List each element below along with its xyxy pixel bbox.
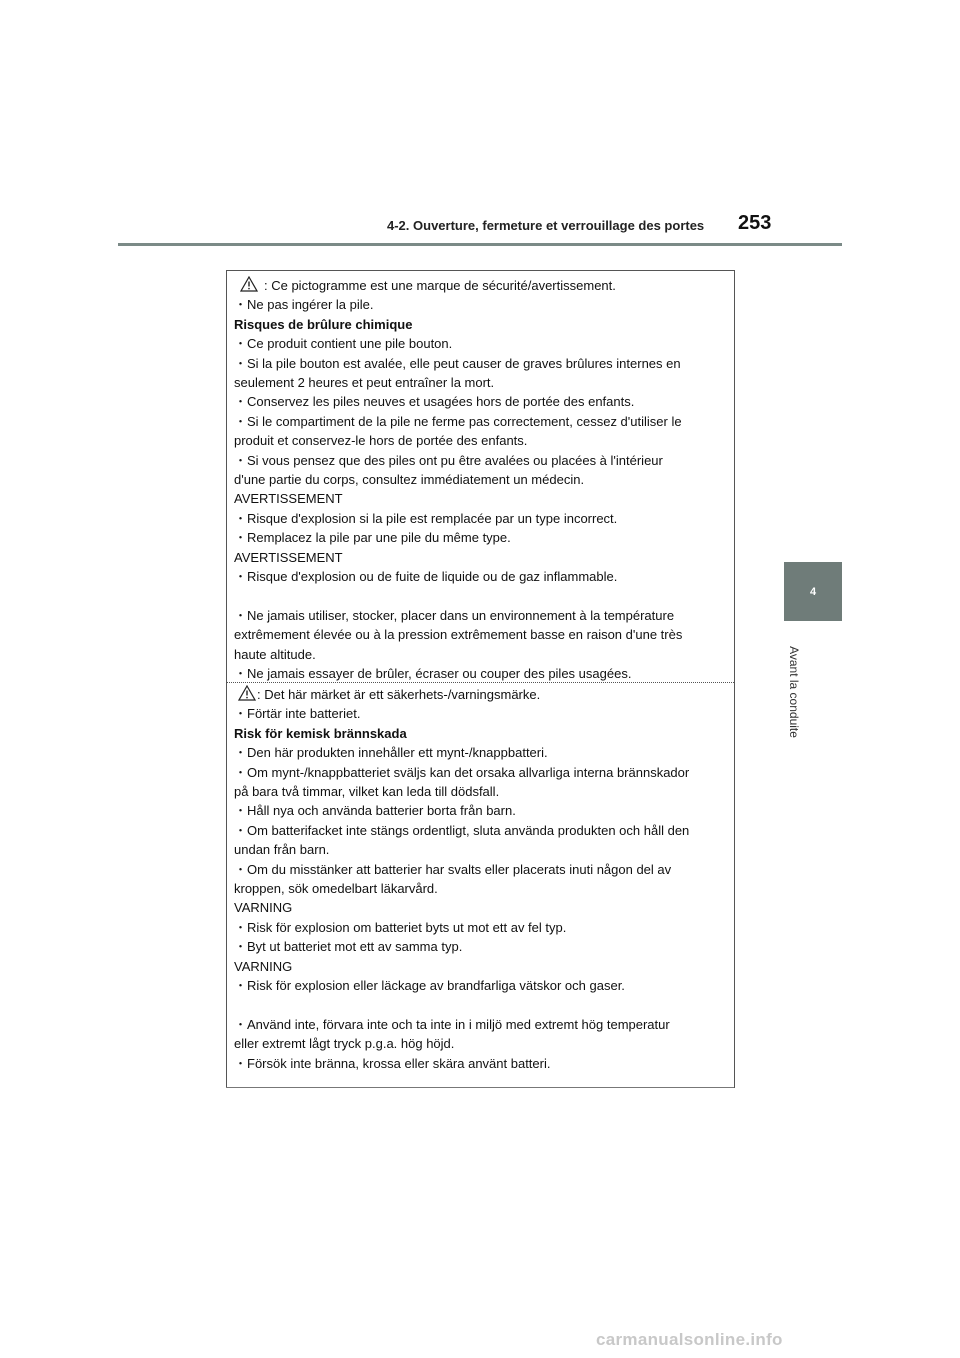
text-line: ・Om du misstänker att batterier har svalts eller placerats inuti någon del av <box>234 861 672 877</box>
text-line: ・Förtär inte batteriet. <box>234 706 361 722</box>
french-lines <box>234 295 726 683</box>
text-line: eller extremt lågt tryck p.g.a. hög höjd. <box>234 1036 455 1052</box>
chapter-title <box>752 632 836 752</box>
blank-line <box>234 996 726 1015</box>
blank-line <box>234 587 726 606</box>
chapter-tab <box>784 562 842 621</box>
text-line: ・Risque d'explosion ou de fuite de liquide ou de gaz inflammable. <box>234 569 618 585</box>
swedish-lines <box>234 704 726 1073</box>
section-title: 4-2. Ouverture, fermeture et verrouillage des portes <box>387 218 705 233</box>
text-line: ・Risk för explosion eller läckage av brandfarliga vätskor och gaser. <box>234 978 625 994</box>
text-line: VARNING <box>234 958 293 974</box>
swedish-lead <box>234 685 726 704</box>
french-lead <box>234 276 726 295</box>
text-line: ・Om mynt-/knappbatteriet sväljs kan det orsaka allvarliga interna brännskador <box>234 764 690 780</box>
text-line: ・Om batterifacket inte stängs ordentligt, sluta använda produkten och håll den <box>234 822 690 838</box>
text-line: ・Den här produkten innehåller ett mynt-/knappbatteri. <box>234 745 548 761</box>
text-line: ・Försök inte bränna, krossa eller skära använt batteri. <box>234 1055 551 1071</box>
header-rule <box>118 243 842 246</box>
text-line: ・Ne pas ingérer la pile. <box>234 297 374 313</box>
text-line: ・Risk för explosion om batteriet byts ut mot ett av fel typ. <box>234 919 567 935</box>
text-line: ・Si vous pensez que des piles ont pu être avalées ou placées à l'intérieur <box>234 452 663 468</box>
warning-triangle-icon <box>238 685 256 701</box>
text-line: extrêmement élevée ou à la pression extrêmement basse en raison d'une très <box>234 627 683 643</box>
chapter-number: 4 <box>809 585 817 598</box>
text-line: Risk för kemisk brännskada <box>234 725 407 741</box>
box-bottom-rule <box>226 1087 734 1088</box>
text-line: ・Remplacez la pile par une pile du même type. <box>234 530 511 546</box>
text-line: d'une partie du corps, consultez immédiatement un médecin. <box>234 472 585 488</box>
swedish-text <box>234 685 726 1073</box>
text-line: seulement 2 heures et peut entraîner la mort. <box>234 375 495 391</box>
text-line: ・Byt ut batteriet mot ett av samma typ. <box>234 939 463 955</box>
text-line: ・Håll nya och använda batterier borta från barn. <box>234 803 516 819</box>
text-line: ・Risque d'explosion si la pile est remplacée par un type incorrect. <box>234 510 618 526</box>
text-line: ・Ne jamais essayer de brûler, écraser ou couper des piles usagées. <box>234 666 632 682</box>
chapter-title-text: Avant la conduite <box>787 646 802 738</box>
text-line: ・Conservez les piles neuves et usagées hors de portée des enfants. <box>234 394 635 410</box>
text-line: AVERTISSEMENT <box>234 491 343 507</box>
text-line: produit et conservez-le hors de portée des enfants. <box>234 433 528 449</box>
swedish-lead-text: : Det här märket är ett säkerhets-/varningsmärke. <box>257 687 541 702</box>
text-line: ・Si la pile bouton est avalée, elle peut causer de graves brûlures internes en <box>234 355 681 371</box>
text-line: ・Ne jamais utiliser, stocker, placer dans un environnement à la température <box>234 607 675 623</box>
text-line: haute altitude. <box>234 646 316 662</box>
text-line: VARNING <box>234 900 293 916</box>
text-line: undan från barn. <box>234 842 330 858</box>
text-line: AVERTISSEMENT <box>234 549 343 565</box>
text-line: ・Ce produit contient une pile bouton. <box>234 336 453 352</box>
text-line: Risques de brûlure chimique <box>234 316 413 332</box>
warning-triangle-icon <box>240 276 258 292</box>
watermark: carmanualsonline.info <box>596 1330 783 1349</box>
text-line: kroppen, sök omedelbart läkarvård. <box>234 881 438 897</box>
text-line: ・Använd inte, förvara inte och ta inte in i miljö med extremt hög temperatur <box>234 1016 670 1032</box>
text-line: ・Si le compartiment de la pile ne ferme pas correctement, cessez d'utiliser le <box>234 413 682 429</box>
page-number: 253 <box>738 212 772 234</box>
french-text <box>234 276 726 684</box>
text-line: på bara två timmar, vilket kan leda till dödsfall. <box>234 784 500 800</box>
french-lead-text: : Ce pictogramme est une marque de sécurité/avertissement. <box>264 278 616 293</box>
